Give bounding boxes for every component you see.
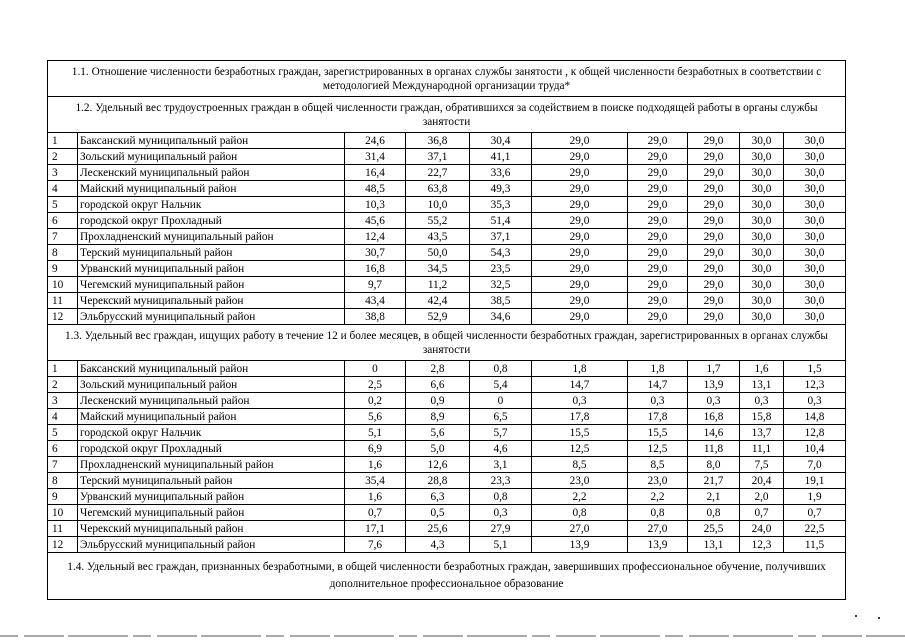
- value-cell: 17,8: [532, 409, 628, 425]
- value-cell: 29,0: [628, 277, 688, 293]
- table-row: [48, 309, 846, 325]
- value-cell: 25,5: [688, 521, 740, 537]
- value-cell: 30,0: [740, 181, 784, 197]
- value-cell: 1,8: [628, 361, 688, 377]
- value-cell: 30,0: [784, 245, 846, 261]
- value-cell: 1,6: [345, 457, 406, 473]
- district-name: Эльбрусский муниципальный район: [78, 537, 345, 553]
- value-cell: 29,0: [532, 309, 628, 325]
- value-cell: 2,8: [406, 361, 470, 377]
- value-cell: 55,2: [406, 213, 470, 229]
- table-row: [48, 441, 846, 457]
- value-cell: 21,7: [688, 473, 740, 489]
- value-cell: 29,0: [532, 245, 628, 261]
- value-cell: 2,0: [740, 489, 784, 505]
- value-cell: 29,0: [628, 149, 688, 165]
- table-row: [48, 229, 846, 245]
- value-cell: 43,4: [345, 293, 406, 309]
- value-cell: 54,3: [470, 245, 532, 261]
- row-number: 1: [48, 133, 78, 149]
- district-name: Майский муниципальный район: [78, 181, 345, 197]
- value-cell: 0,8: [470, 361, 532, 377]
- value-cell: 37,1: [406, 149, 470, 165]
- district-name: Терский муниципальный район: [78, 245, 345, 261]
- value-cell: 2,2: [628, 489, 688, 505]
- value-cell: 8,0: [688, 457, 740, 473]
- district-name: городской округ Прохладный: [78, 441, 345, 457]
- section-1-1-row: [48, 61, 846, 97]
- value-cell: 7,6: [345, 537, 406, 553]
- value-cell: 30,0: [740, 293, 784, 309]
- value-cell: 35,3: [470, 197, 532, 213]
- value-cell: 13,9: [688, 377, 740, 393]
- value-cell: 23,5: [470, 261, 532, 277]
- value-cell: 12,3: [740, 537, 784, 553]
- value-cell: 15,5: [532, 425, 628, 441]
- value-cell: 30,0: [784, 293, 846, 309]
- value-cell: 12,5: [532, 441, 628, 457]
- value-cell: 27,0: [532, 521, 628, 537]
- value-cell: 27,0: [628, 521, 688, 537]
- value-cell: 10,3: [345, 197, 406, 213]
- value-cell: 30,0: [740, 277, 784, 293]
- value-cell: 42,4: [406, 293, 470, 309]
- value-cell: 12,4: [345, 229, 406, 245]
- value-cell: 24,0: [740, 521, 784, 537]
- value-cell: 0,3: [740, 393, 784, 409]
- value-cell: 30,0: [740, 229, 784, 245]
- table-row: [48, 457, 846, 473]
- value-cell: 15,8: [740, 409, 784, 425]
- indicators-table: [47, 60, 846, 600]
- value-cell: 15,5: [628, 425, 688, 441]
- section-1-3-title: 1.3. Удельный вес граждан, ищущих работу в течение 12 и более месяцев, в общей численности безработных граждан, зарегистрированных в органах службы занятости: [48, 325, 846, 361]
- row-number: 8: [48, 473, 78, 489]
- value-cell: 16,8: [345, 261, 406, 277]
- section-1-2-title: 1.2. Удельный вес трудоустроенных граждан в общей численности граждан, обратившихся за содействием в поиске подходящей работы в органы службы занятости: [48, 97, 846, 133]
- value-cell: 12,8: [784, 425, 846, 441]
- value-cell: 5,6: [345, 409, 406, 425]
- value-cell: 29,0: [532, 149, 628, 165]
- value-cell: 29,0: [628, 229, 688, 245]
- district-name: Черекский муниципальный район: [78, 293, 345, 309]
- value-cell: 13,9: [532, 537, 628, 553]
- value-cell: 20,4: [740, 473, 784, 489]
- value-cell: 10,4: [784, 441, 846, 457]
- value-cell: 45,6: [345, 213, 406, 229]
- table-row: [48, 425, 846, 441]
- value-cell: 30,0: [740, 245, 784, 261]
- value-cell: 14,6: [688, 425, 740, 441]
- value-cell: 51,4: [470, 213, 532, 229]
- row-number: 3: [48, 165, 78, 181]
- row-number: 4: [48, 181, 78, 197]
- section-1-1-title: 1.1. Отношение численности безработных граждан, зарегистрированных в органах службы занятости , к общей численности безработных в соответствии с методологией Международной организации труда*: [48, 61, 846, 97]
- value-cell: 30,0: [784, 261, 846, 277]
- value-cell: 0,8: [470, 489, 532, 505]
- value-cell: 29,0: [628, 165, 688, 181]
- value-cell: 29,0: [532, 133, 628, 149]
- value-cell: 32,5: [470, 277, 532, 293]
- value-cell: 22,7: [406, 165, 470, 181]
- value-cell: 7,0: [784, 457, 846, 473]
- table-row: [48, 277, 846, 293]
- row-number: 12: [48, 309, 78, 325]
- value-cell: 29,0: [532, 213, 628, 229]
- district-name: Зольский муниципальный район: [78, 377, 345, 393]
- district-name: Майский муниципальный район: [78, 409, 345, 425]
- value-cell: 30,0: [784, 229, 846, 245]
- value-cell: 38,8: [345, 309, 406, 325]
- value-cell: 29,0: [628, 309, 688, 325]
- district-name: Зольский муниципальный район: [78, 149, 345, 165]
- value-cell: 17,1: [345, 521, 406, 537]
- row-number: 3: [48, 393, 78, 409]
- table-row: [48, 537, 846, 553]
- value-cell: 24,6: [345, 133, 406, 149]
- value-cell: 29,0: [688, 213, 740, 229]
- value-cell: 22,5: [784, 521, 846, 537]
- value-cell: 14,8: [784, 409, 846, 425]
- value-cell: 16,4: [345, 165, 406, 181]
- district-name: Баксанский муниципальный район: [78, 361, 345, 377]
- row-number: 9: [48, 261, 78, 277]
- district-name: Чегемский муниципальный район: [78, 505, 345, 521]
- value-cell: 30,0: [740, 197, 784, 213]
- value-cell: 9,7: [345, 277, 406, 293]
- value-cell: 16,8: [688, 409, 740, 425]
- row-number: 7: [48, 229, 78, 245]
- value-cell: 30,0: [784, 277, 846, 293]
- table-row: [48, 261, 846, 277]
- value-cell: 30,0: [740, 261, 784, 277]
- value-cell: 30,0: [784, 181, 846, 197]
- value-cell: 23,3: [470, 473, 532, 489]
- value-cell: 5,0: [406, 441, 470, 457]
- table-row: [48, 505, 846, 521]
- district-name: Лескенский муниципальный район: [78, 393, 345, 409]
- value-cell: 8,5: [532, 457, 628, 473]
- value-cell: 23,0: [628, 473, 688, 489]
- value-cell: 30,0: [740, 133, 784, 149]
- value-cell: 7,5: [740, 457, 784, 473]
- value-cell: 37,1: [470, 229, 532, 245]
- value-cell: 11,5: [784, 537, 846, 553]
- district-name: городской округ Нальчик: [78, 197, 345, 213]
- district-name: городской округ Нальчик: [78, 425, 345, 441]
- value-cell: 11,8: [688, 441, 740, 457]
- value-cell: 19,1: [784, 473, 846, 489]
- value-cell: 30,0: [784, 165, 846, 181]
- value-cell: 28,8: [406, 473, 470, 489]
- value-cell: 29,0: [688, 181, 740, 197]
- value-cell: 30,0: [740, 309, 784, 325]
- value-cell: 4,3: [406, 537, 470, 553]
- district-name: Черекский муниципальный район: [78, 521, 345, 537]
- row-number: 1: [48, 361, 78, 377]
- value-cell: 0,7: [740, 505, 784, 521]
- value-cell: 13,9: [628, 537, 688, 553]
- district-name: Урванский муниципальный район: [78, 261, 345, 277]
- value-cell: 1,6: [740, 361, 784, 377]
- value-cell: 6,6: [406, 377, 470, 393]
- value-cell: 11,1: [740, 441, 784, 457]
- value-cell: 2,5: [345, 377, 406, 393]
- value-cell: 17,8: [628, 409, 688, 425]
- value-cell: 29,0: [628, 181, 688, 197]
- row-number: 5: [48, 197, 78, 213]
- value-cell: 3,1: [470, 457, 532, 473]
- table-row: [48, 181, 846, 197]
- value-cell: 29,0: [628, 213, 688, 229]
- value-cell: 29,0: [688, 293, 740, 309]
- value-cell: 0,8: [532, 505, 628, 521]
- value-cell: 36,8: [406, 133, 470, 149]
- value-cell: 30,0: [784, 149, 846, 165]
- value-cell: 48,5: [345, 181, 406, 197]
- value-cell: 2,1: [688, 489, 740, 505]
- value-cell: 41,1: [470, 149, 532, 165]
- value-cell: 29,0: [628, 261, 688, 277]
- value-cell: 29,0: [688, 261, 740, 277]
- value-cell: 29,0: [688, 309, 740, 325]
- row-number: 7: [48, 457, 78, 473]
- value-cell: 29,0: [628, 133, 688, 149]
- value-cell: 1,8: [532, 361, 628, 377]
- value-cell: 0: [345, 361, 406, 377]
- row-number: 10: [48, 505, 78, 521]
- value-cell: 30,0: [784, 309, 846, 325]
- value-cell: 33,6: [470, 165, 532, 181]
- table-row: [48, 213, 846, 229]
- row-number: 5: [48, 425, 78, 441]
- value-cell: 29,0: [532, 293, 628, 309]
- row-number: 9: [48, 489, 78, 505]
- value-cell: 35,4: [345, 473, 406, 489]
- value-cell: 0,7: [345, 505, 406, 521]
- row-number: 10: [48, 277, 78, 293]
- value-cell: 30,0: [740, 213, 784, 229]
- district-name: Баксанский муниципальный район: [78, 133, 345, 149]
- value-cell: 34,6: [470, 309, 532, 325]
- value-cell: 31,4: [345, 149, 406, 165]
- district-name: Урванский муниципальный район: [78, 489, 345, 505]
- value-cell: 6,9: [345, 441, 406, 457]
- table-row: [48, 377, 846, 393]
- district-name: Прохладненский муниципальный район: [78, 457, 345, 473]
- value-cell: 0,9: [406, 393, 470, 409]
- value-cell: 29,0: [532, 229, 628, 245]
- value-cell: 30,0: [784, 133, 846, 149]
- value-cell: 4,6: [470, 441, 532, 457]
- table-row: [48, 245, 846, 261]
- value-cell: 0,3: [470, 505, 532, 521]
- section-1-2-row: [48, 97, 846, 133]
- value-cell: 30,4: [470, 133, 532, 149]
- value-cell: 29,0: [688, 277, 740, 293]
- row-number: 2: [48, 149, 78, 165]
- district-name: Терский муниципальный район: [78, 473, 345, 489]
- value-cell: 2,2: [532, 489, 628, 505]
- district-name: Лескенский муниципальный район: [78, 165, 345, 181]
- table-row: [48, 489, 846, 505]
- value-cell: 29,0: [532, 277, 628, 293]
- value-cell: 14,7: [628, 377, 688, 393]
- value-cell: 25,6: [406, 521, 470, 537]
- value-cell: 0: [470, 393, 532, 409]
- table-row: [48, 165, 846, 181]
- row-number: 4: [48, 409, 78, 425]
- value-cell: 8,5: [628, 457, 688, 473]
- value-cell: 49,3: [470, 181, 532, 197]
- value-cell: 29,0: [532, 181, 628, 197]
- value-cell: 0,3: [688, 393, 740, 409]
- value-cell: 29,0: [688, 165, 740, 181]
- value-cell: 10,0: [406, 197, 470, 213]
- value-cell: 30,0: [740, 165, 784, 181]
- value-cell: 52,9: [406, 309, 470, 325]
- value-cell: 12,5: [628, 441, 688, 457]
- district-name: городской округ Прохладный: [78, 213, 345, 229]
- value-cell: 1,9: [784, 489, 846, 505]
- value-cell: 29,0: [688, 133, 740, 149]
- table-row: [48, 197, 846, 213]
- value-cell: 29,0: [628, 245, 688, 261]
- district-name: Эльбрусский муниципальный район: [78, 309, 345, 325]
- value-cell: 1,5: [784, 361, 846, 377]
- value-cell: 6,5: [470, 409, 532, 425]
- value-cell: 29,0: [532, 165, 628, 181]
- value-cell: 34,5: [406, 261, 470, 277]
- value-cell: 8,9: [406, 409, 470, 425]
- value-cell: 0,8: [688, 505, 740, 521]
- value-cell: 11,2: [406, 277, 470, 293]
- value-cell: 14,7: [532, 377, 628, 393]
- value-cell: 13,1: [688, 537, 740, 553]
- value-cell: 12,6: [406, 457, 470, 473]
- district-name: Прохладненский муниципальный район: [78, 229, 345, 245]
- row-number: 2: [48, 377, 78, 393]
- section-1-4-title: 1.4. Удельный вес граждан, признанных безработными, в общей численности безработных граждан, завершивших профессиональное обучение, получивших дополнительное профессиональное образование: [48, 553, 846, 600]
- value-cell: 5,7: [470, 425, 532, 441]
- value-cell: 13,7: [740, 425, 784, 441]
- row-number: 6: [48, 441, 78, 457]
- value-cell: 13,1: [740, 377, 784, 393]
- table-row: [48, 293, 846, 309]
- value-cell: 29,0: [688, 197, 740, 213]
- value-cell: 0,2: [345, 393, 406, 409]
- table-row: [48, 473, 846, 489]
- value-cell: 0,3: [532, 393, 628, 409]
- value-cell: 30,0: [784, 213, 846, 229]
- value-cell: 30,7: [345, 245, 406, 261]
- value-cell: 5,1: [470, 537, 532, 553]
- value-cell: 50,0: [406, 245, 470, 261]
- table-row: [48, 149, 846, 165]
- value-cell: 38,5: [470, 293, 532, 309]
- table-row: [48, 409, 846, 425]
- value-cell: 1,6: [345, 489, 406, 505]
- table-row: [48, 361, 846, 377]
- value-cell: 6,3: [406, 489, 470, 505]
- scan-dot-mark: [878, 617, 880, 619]
- value-cell: 0,8: [628, 505, 688, 521]
- table-row: [48, 393, 846, 409]
- value-cell: 30,0: [784, 197, 846, 213]
- section-1-4-row: [48, 553, 846, 600]
- value-cell: 12,3: [784, 377, 846, 393]
- value-cell: 29,0: [532, 197, 628, 213]
- value-cell: 0,3: [628, 393, 688, 409]
- row-number: 8: [48, 245, 78, 261]
- value-cell: 1,7: [688, 361, 740, 377]
- value-cell: 29,0: [688, 149, 740, 165]
- table-row: [48, 133, 846, 149]
- value-cell: 30,0: [740, 149, 784, 165]
- value-cell: 63,8: [406, 181, 470, 197]
- district-name: Чегемский муниципальный район: [78, 277, 345, 293]
- value-cell: 5,4: [470, 377, 532, 393]
- row-number: 11: [48, 293, 78, 309]
- row-number: 6: [48, 213, 78, 229]
- value-cell: 29,0: [688, 245, 740, 261]
- value-cell: 29,0: [532, 261, 628, 277]
- value-cell: 0,5: [406, 505, 470, 521]
- value-cell: 0,7: [784, 505, 846, 521]
- row-number: 12: [48, 537, 78, 553]
- table-row: [48, 521, 846, 537]
- value-cell: 29,0: [628, 293, 688, 309]
- value-cell: 29,0: [628, 197, 688, 213]
- value-cell: 5,1: [345, 425, 406, 441]
- row-number: 11: [48, 521, 78, 537]
- value-cell: 0,3: [784, 393, 846, 409]
- value-cell: 43,5: [406, 229, 470, 245]
- value-cell: 23,0: [532, 473, 628, 489]
- section-1-3-row: [48, 325, 846, 361]
- scan-dot-mark: [855, 615, 857, 617]
- value-cell: 5,6: [406, 425, 470, 441]
- value-cell: 27,9: [470, 521, 532, 537]
- value-cell: 29,0: [688, 229, 740, 245]
